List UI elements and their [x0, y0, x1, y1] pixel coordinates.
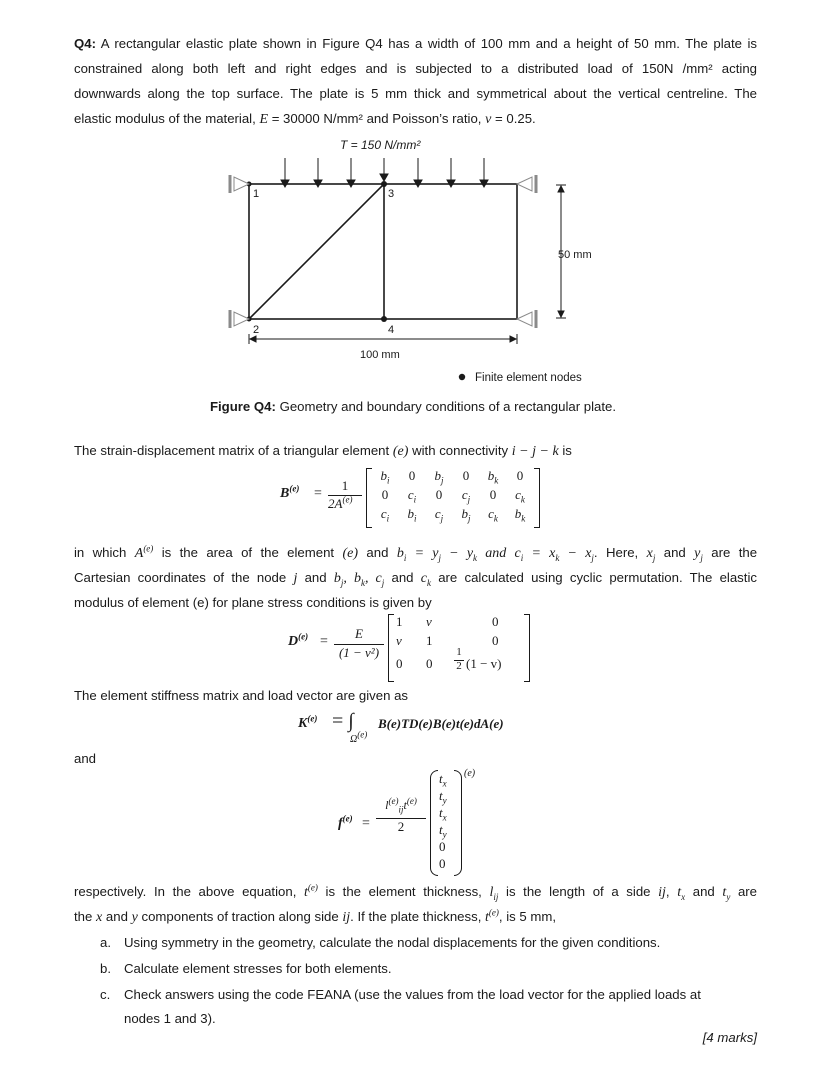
B-r1c2: 0 [408, 468, 416, 483]
B-symbol: B [280, 486, 290, 501]
B-matrix-equation [280, 466, 560, 530]
f-num-t: t [403, 798, 407, 812]
D-den: (1 − v²) [338, 645, 380, 660]
task-c-text-2: nodes 1 and 3). [124, 1011, 216, 1026]
B-r2c6-sub: k [520, 494, 525, 505]
D-sup: (e) [298, 631, 309, 642]
f-entry-2 [439, 787, 447, 804]
D-r1c3: 0 [492, 614, 499, 629]
task-b-text: Calculate element stresses for both elements. [124, 961, 392, 976]
D-r3c2: 0 [426, 656, 433, 671]
close-ty-sub: y [726, 891, 731, 902]
f-sup: (e) [342, 813, 353, 824]
B-r1c3: b [434, 468, 441, 483]
close-y: y [131, 910, 138, 925]
task-b [100, 957, 760, 981]
f-entries [439, 770, 447, 872]
f-num-l: l [385, 798, 389, 812]
D-eq: = [320, 634, 328, 649]
B-r3c5: c [488, 506, 494, 521]
closing-line-2 [74, 905, 757, 930]
B-r1c1-sub: i [386, 475, 390, 486]
strain-text-c: is [562, 443, 572, 458]
close-1a: respectively. In the above equation, [74, 884, 297, 899]
f-num-l-sup: (e) [388, 796, 399, 806]
pB-cj: c [375, 571, 382, 586]
task-a-label: a. [100, 935, 111, 950]
pB-2b: and [304, 570, 327, 585]
marks-text: [4 marks] [702, 1030, 757, 1045]
pB-ck: c [420, 571, 427, 586]
B-r2c2-sub: i [413, 494, 417, 505]
K-lhs [298, 713, 318, 732]
B-r2c3: 0 [435, 487, 443, 502]
pB-ck-sub: k [426, 577, 431, 588]
pB-1c: and [366, 545, 389, 560]
K-domain-symbol: Ω [350, 734, 358, 745]
D-lhs [288, 631, 309, 650]
K-symbol: K [298, 716, 308, 731]
f-num-sub: ij [398, 804, 404, 815]
close-1c: is the length of a side [506, 884, 651, 899]
close-ty: t [722, 885, 727, 900]
strain-connectivity: i − j − k [511, 444, 559, 459]
caption-text: Geometry and boundary conditions of a rectangular plate. [279, 399, 617, 414]
B-r3c2: b [407, 506, 414, 521]
question-intro-4c: = 0.25. [495, 111, 536, 126]
pB-xj-sub: j [591, 552, 594, 563]
K-domain [350, 729, 368, 745]
pB-eq1c: − y [449, 546, 474, 561]
B-sup: (e) [289, 483, 300, 494]
B-r2c1: 0 [381, 487, 389, 502]
D-half-den: 2 [456, 660, 462, 672]
close-1b: is the element thickness, [325, 884, 482, 899]
pB-cj-sub: j [381, 577, 385, 588]
traction-label: T = 150 N/mm² [340, 138, 421, 152]
figure-q4 [0, 0, 826, 420]
question-label: Q4: [74, 36, 96, 51]
pB-1e: are the [711, 545, 758, 560]
B-r2c4-sub: j [467, 494, 471, 505]
pB-bk-sub: k [360, 577, 365, 588]
B-r3c2-sub: i [413, 513, 417, 524]
f-e4-sub: y [442, 829, 447, 840]
node-4-label: 4 [388, 324, 395, 336]
D-bracket-left [388, 614, 394, 682]
f-e3: t [439, 805, 443, 820]
pB-y: y [694, 546, 701, 561]
pB-and2: and [663, 545, 686, 560]
B-r3c4-sub: j [467, 513, 471, 524]
B-r2c2: c [407, 487, 414, 502]
pB-bi: b [396, 546, 404, 561]
close-l-sub: ij [493, 891, 499, 902]
var-E: E [259, 112, 269, 127]
and-text: and [74, 751, 97, 766]
pB-ci: c [514, 546, 521, 561]
f-lhs [338, 813, 353, 832]
pB-1a: in which [74, 545, 127, 560]
B-r1c3-sub: j [440, 475, 444, 486]
B-r3c1-sub: i [386, 513, 390, 524]
D-r2c2: 1 [426, 633, 433, 648]
support-left-top [234, 177, 249, 191]
strain-text-b: with connectivity [412, 443, 509, 458]
B-lhs [280, 483, 300, 502]
pB-x: x [646, 546, 653, 561]
stiffness-intro-text: The element stiffness matrix and load vector are given as [74, 688, 409, 703]
D-r3c3: (1 − v) [466, 656, 502, 671]
close-1e: are [737, 884, 758, 899]
node-3-label: 3 [388, 188, 395, 200]
f-e1-sub: x [442, 778, 447, 789]
D-r3c1: 0 [396, 656, 403, 671]
close-2b: and [105, 909, 128, 924]
pB-A: A [134, 546, 144, 561]
f-entry-4 [439, 821, 447, 838]
task-a [100, 931, 760, 955]
B-frac-den-sup: (e) [342, 494, 353, 505]
legend-dot [459, 374, 465, 380]
D-matrix-equation [288, 612, 548, 684]
var-nu: v [485, 112, 492, 127]
pB-y-sub: j [700, 552, 703, 563]
pB-bi-sub: i [403, 552, 407, 563]
task-b-label: b. [100, 961, 111, 976]
close-and: and [692, 884, 715, 899]
width-dimension [249, 334, 517, 344]
close-t2-sup: (e) [488, 907, 499, 918]
B-r3c3: c [434, 506, 441, 521]
pB-yj-sub: j [438, 552, 441, 563]
f-den: 2 [397, 819, 405, 834]
strain-intro [74, 439, 757, 464]
strain-element: (e) [392, 444, 409, 459]
D-bracket-right [524, 614, 530, 682]
f-equation [338, 768, 498, 880]
f-num [376, 798, 426, 813]
B-r3c1: c [380, 506, 387, 521]
B-row-3 [372, 506, 534, 524]
close-t2: t [485, 910, 489, 925]
B-r1c5-sub: k [494, 475, 499, 486]
f-num-t-sup: (e) [406, 796, 417, 806]
f-brace-left [430, 770, 438, 876]
K-sup: (e) [307, 713, 318, 724]
task-a-text: Using symmetry in the geometry, calculate the nodal displacements for the given conditions. [124, 935, 661, 950]
B-frac-den [328, 496, 352, 512]
support-pins [230, 175, 536, 328]
task-c [100, 983, 760, 1007]
f-e2-sub: y [442, 795, 447, 806]
f-vec-sup: (e) [464, 768, 476, 779]
height-label: 50 mm [558, 249, 592, 261]
pB-2d: are calculated using cyclic permutation. The elastic [438, 570, 757, 585]
B-r2c5: 0 [489, 487, 497, 502]
pB-1d: . Here, [593, 545, 639, 560]
B-r3c6: b [514, 506, 522, 521]
pB-e: (e) [342, 546, 359, 561]
plate-mesh [249, 184, 517, 319]
width-label: 100 mm [360, 349, 400, 361]
K-eq-integral: = ∫ [332, 710, 354, 732]
pB-eq2c: − x [567, 546, 592, 561]
question-intro-2: constrained along both left and right edges and is subjected to a distributed load of 150N /mm² acting [74, 61, 757, 76]
pB-bk: b [353, 571, 361, 586]
K-equation [298, 710, 538, 750]
marks [600, 1028, 757, 1048]
close-2d: . If the plate thickness, [350, 909, 482, 924]
f-entry-1 [439, 770, 447, 787]
strain-text-a: The strain-displacement matrix of a triangular element [74, 443, 390, 458]
f-brace-right [454, 770, 462, 876]
B-frac-den-text: 2A [328, 496, 343, 511]
support-right-bottom [517, 312, 532, 326]
close-2c: components of traction along side [141, 909, 339, 924]
B-r1c4: 0 [462, 468, 470, 483]
B-r1c5: b [487, 468, 495, 483]
f-symbol: f [338, 816, 343, 831]
f-e2: t [439, 788, 443, 803]
f-e1: t [439, 771, 443, 786]
D-r1c2: v [426, 614, 432, 629]
legend-label: Finite element nodes [475, 372, 582, 384]
question-intro-3: downwards along the top surface. The plate is 5 mm thick and symmetrical about the vertical centreline. The [74, 86, 757, 101]
K-domain-sup: (e) [357, 729, 368, 740]
f-e4: t [439, 822, 443, 837]
B-frac-num: 1 [341, 478, 349, 493]
K-integrand: B(e)TD(e)B(e)t(e)dA(e) [378, 716, 504, 731]
close-l: l [489, 885, 494, 900]
after-B-line-2: Cartesian coordinates of the node j and $b_j$, $b_k$, $c_j$ and $c_k$ are calculated using cyclic permutation. The elastic [74, 570, 757, 588]
B-bracket-right [534, 468, 540, 528]
pB-3: modulus of element (e) for plane stress conditions is given by [74, 595, 432, 610]
question-intro-1: A rectangular elastic plate shown in Figure Q4 has a width of 100 mm and a height of 50 mm. The plate is [100, 36, 758, 51]
close-t: t [304, 885, 308, 900]
B-row-2 [372, 487, 534, 505]
close-tx-sub: x [681, 891, 686, 902]
figure-caption [0, 397, 826, 417]
f-eq: = [362, 816, 370, 831]
task-c-text: Check answers using the code FEANA (use the values from the load vector for the applied loads at [124, 987, 701, 1002]
support-right-top [517, 177, 532, 191]
f-e3-sub: x [442, 812, 447, 823]
pB-j: j [293, 571, 298, 586]
support-left-bottom [234, 312, 249, 326]
stiffness-intro [74, 684, 757, 708]
node-2-label: 2 [253, 324, 260, 336]
pB-2a: Cartesian coordinates of the node [74, 570, 287, 585]
f-e6: 0 [439, 856, 446, 871]
pB-bj-sub: j [340, 577, 344, 588]
B-r2c4: c [461, 487, 468, 502]
B-eq: = [314, 486, 322, 501]
question-intro-4b: = 30000 N/mm² and Poisson’s ratio, [271, 111, 482, 126]
close-1d: , [665, 884, 670, 899]
f-entry-5 [439, 838, 447, 855]
pB-eq1b: = y [414, 546, 439, 561]
B-r1c6: 0 [516, 468, 524, 483]
close-ij: ij [658, 885, 666, 900]
B-r3c4: b [461, 506, 468, 521]
pB-1b: is the area of the element [161, 545, 335, 560]
pB-x-sub: j [652, 552, 656, 563]
B-r3c5-sub: k [493, 513, 498, 524]
B-r2c6: c [515, 487, 521, 502]
pB-A-sup: (e) [143, 543, 154, 554]
task-c-label: c. [100, 987, 111, 1002]
B-row-1 [372, 468, 534, 486]
D-r2c1: v [396, 633, 402, 648]
D-r1c1: 1 [396, 614, 403, 629]
node-3-dot [381, 181, 387, 187]
close-tx: t [677, 885, 682, 900]
close-ij-2: ij [342, 910, 351, 925]
D-r2c3: 0 [492, 633, 499, 648]
pB-eq2b: = x [531, 546, 556, 561]
node-4-dot [381, 316, 387, 322]
B-r3c3-sub: j [440, 513, 444, 524]
close-2e: , is 5 mm, [498, 909, 557, 924]
f-entry-6 [439, 855, 447, 872]
pB-2c: and [391, 570, 414, 585]
D-num: E [355, 626, 363, 641]
node-1-label: 1 [253, 188, 260, 200]
pB-yk-sub: k [473, 552, 478, 563]
B-r1c1: b [380, 468, 387, 483]
f-e5: 0 [439, 839, 446, 854]
D-symbol: D [288, 634, 299, 649]
B-r3c6-sub: k [521, 513, 526, 524]
pB-bj: b [333, 571, 341, 586]
D-half-num: 1 [456, 646, 462, 658]
caption-bold: Figure Q4: [209, 399, 276, 414]
pB-and: and [485, 546, 507, 561]
pB-xk-sub: k [555, 552, 560, 563]
close-x: x [96, 910, 103, 925]
f-entry-3 [439, 804, 447, 821]
pB-ci-sub: i [520, 552, 524, 563]
close-2a: the [74, 909, 93, 924]
close-t-sup: (e) [307, 882, 318, 893]
question-intro-4a: elastic modulus of the material, [74, 111, 256, 126]
